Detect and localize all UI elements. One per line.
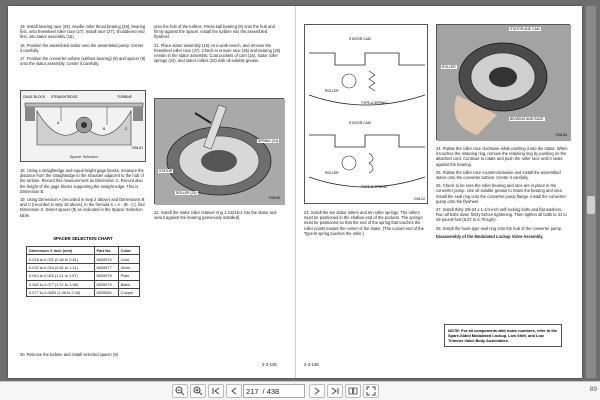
table-header-part: Part No. <box>94 247 118 255</box>
left-column-2 <box>154 24 284 66</box>
step-21-text: 21. Place stator assembly (15) on a work bench, and remove the freewheel roller race (27). Check to ensure race (26) and bearing (26) remain in the stator assembly. Coat pockets of cam (16), stator roller springs (24), and stator rollers (23) with oil-soluble grease. <box>154 42 281 64</box>
fig3-label-type-a: TYPE-A SPRING <box>361 101 388 105</box>
table-row <box>27 280 140 288</box>
right-column-1 <box>304 210 428 239</box>
col2-continuation-text: onto the hub of the turbine. Press ball bearing (8) onto the hub and firmly against the spacer. Install the turbine into the assembled flywheel. <box>154 24 275 40</box>
table-cell: 6839980 <box>94 288 118 296</box>
fig1-label-c: C <box>125 127 128 131</box>
step-22-text: 22. Install the stator roller retainer ring J-24218-2 into the stator and seat it against the bearing (previously installed). <box>154 210 277 221</box>
table-cell: Plain <box>118 272 139 280</box>
fig1-label-a: A <box>57 121 60 125</box>
table-cell: 6839976 <box>94 255 118 263</box>
chevron-left-icon <box>229 386 239 396</box>
fig2-label-stator: STATOR <box>159 169 173 173</box>
step-23-text: 23. Install the ten stator rollers and ten roller springs. The rollers must be positioned in the shallow end of the pockets. The springs must be positioned so that the end of the spring that touches the roller points toward the center of the stator. (The curved end of the Type-B spring touches the roller.) <box>304 210 424 236</box>
zoom-in-icon <box>193 386 203 396</box>
fig3-label-type-b: TYPE-B SPRING <box>361 185 388 189</box>
table-row <box>27 288 140 296</box>
spacer-diagram-icon <box>21 91 147 163</box>
fig1-label-b: B <box>103 127 106 131</box>
table-cell: 0.018 to 0.032 (0.46 to 0.81) <box>27 255 95 263</box>
fig3-label-stator-cam-a: STATOR CAM <box>349 37 371 41</box>
table-cell: 0.077 to 0.0853 (1.96 to 2.45) <box>27 288 95 296</box>
zoom-in-button[interactable] <box>190 384 206 398</box>
chevron-right-icon <box>312 386 322 396</box>
viewer-toolbar <box>0 381 600 400</box>
left-column-1 <box>20 24 146 69</box>
table-cell: 6839978 <box>94 272 118 280</box>
next-page-button[interactable] <box>309 384 325 398</box>
last-page-button[interactable] <box>327 384 343 398</box>
table-cell: 0.044 to 0.062 (1.11 to 1.57) <box>27 272 95 280</box>
table-cell: 6839979 <box>94 280 118 288</box>
spring-diagram-icon <box>305 25 429 205</box>
table-cell: 0.062 to 0.077 (1.57 to 1.96) <box>27 280 95 288</box>
table-cell: Copper <box>118 288 139 296</box>
step-18-text: 18. Using a straightedge and equal height gage blocks, measure the distance from the straightedge to the shoulder adjacent to the hub of the turbine. Record this measurement as Dimension C. Record also the height of the gage blocks supporting the straight edge. This is Dimension B. <box>20 168 144 194</box>
fig3-label-roller-b: ROLLER <box>325 171 339 175</box>
page-spread <box>8 6 582 378</box>
note-box: NOTE: For all components with index numbers, refer to the Spare-Sided Modulated Lockup, Low Shift, and Low Trimmer Valve Body Assemblies. <box>444 324 562 347</box>
stator-photo-figure <box>154 98 284 204</box>
two-page-view-button[interactable] <box>345 384 361 398</box>
total-pages-label: / 438 <box>262 386 280 396</box>
spring-types-figure <box>304 24 428 204</box>
stator-cam-photo-icon <box>437 25 571 141</box>
spacer-chart-title: SPACER SELECTION CHART <box>53 236 113 241</box>
right-column-2 <box>436 146 570 242</box>
stator-photo-icon <box>155 99 285 205</box>
vertical-scrollbar[interactable] <box>586 6 596 378</box>
toolbar-right-number: 89 <box>589 386 597 393</box>
step-17-text: 17. Position the converter turbine (without bearing) (8) and spacer (9) onto the stator assembly. Center it carefully. <box>20 56 146 67</box>
table-header-color: Color <box>118 247 139 255</box>
fig1-label-straightedge: STRAIGHTEDGE <box>51 95 78 99</box>
fig2-label-roller: ROLLER (23) <box>176 191 197 195</box>
table-cell: Black <box>118 280 139 288</box>
first-page-icon <box>211 386 221 396</box>
section-heading: Disassembly of the Modulated Lockup Valve Assembly. <box>436 233 544 239</box>
scrollbar-thumb[interactable] <box>587 196 595 214</box>
table-cell: 6839977 <box>94 263 118 271</box>
table-cell: Gold <box>118 255 139 263</box>
fig4-code: 7004-84 <box>555 133 567 137</box>
table-cell: 0.032 to 0.044 (0.81 to 1.11) <box>27 263 95 271</box>
step-19-text: 19. Install bearing race (26), needle roller thrust bearing (26), bearing first, onto freewheel roller race (27). Install race (27), shouldered end first, into stator assembly (15). <box>20 24 146 40</box>
step-28-text: 28. Install the hook-type seal ring onto the hub of the converter pump. <box>436 225 563 231</box>
page-number-field[interactable] <box>243 384 305 398</box>
left-column-1-bottom <box>20 352 146 360</box>
fig3-code: 7004-02 <box>413 197 425 201</box>
fullscreen-icon <box>366 386 376 396</box>
left-column-2-lower <box>154 210 284 223</box>
step-19b-text: 19. Using Dimension A (recorded in step 2 above) and Dimensions B and C (recorded in step 18 above), in the formula X = A - (B - C), find Dimension X. Select spacer (9) as indicated in the Spacer Selection table. <box>20 197 145 218</box>
fig3-label-roller-a: ROLLER <box>325 89 339 93</box>
right-page-number: 2-3-136 <box>304 362 319 367</box>
left-page <box>8 6 295 378</box>
fig1-code: 7004-81 <box>131 146 143 150</box>
first-page-button[interactable] <box>208 384 224 398</box>
fig1-caption: Spacer Selection <box>69 155 99 159</box>
previous-page-button[interactable] <box>226 384 242 398</box>
fig1-label-gage-block: GAGE BLOCK <box>23 95 46 99</box>
table-row <box>27 263 140 271</box>
spacer-table <box>26 246 140 297</box>
two-page-icon <box>348 386 358 396</box>
zoom-out-icon <box>175 386 185 396</box>
step-24-text: 24. Rotate the roller race clockwise while pushing it into the stator. When it touches the retaining ring, remove the retaining ring by pushing on the attached cord. Continue to rotate and push the roller race until it seats against the bearing. <box>436 146 568 167</box>
last-page-icon <box>330 386 340 396</box>
spacer-selection-figure <box>20 90 146 162</box>
table-row <box>27 255 140 263</box>
table-header-dimension: Dimension X inch (mm) <box>27 247 95 255</box>
fig4-label-roller: ROLLER <box>442 65 456 69</box>
fig3-label-stator-cam-b: STATOR CAM <box>349 121 371 125</box>
step-25-text: 25. Rotate the roller race counterclockwise and install the assembled stator onto the converter turbine. Center it carefully. <box>436 169 561 181</box>
stator-cam-photo-figure <box>436 24 570 140</box>
table-row <box>27 272 140 280</box>
fig4-label-stator-cam: STATOR AND CAM <box>510 27 540 31</box>
step-26-text: 26. Check to be sure the roller bearing and race are in place in the converter pump. Use oil-soluble grease to retain the bearing and race. Install the seal ring onto the converter pump flange. Install the converter pump onto the flywheel. <box>436 183 566 204</box>
left-page-number: 2-3-136 <box>262 362 277 367</box>
step-16-text: 16. Position the assembled stator onto the assembled pump. Center it carefully. <box>20 42 144 53</box>
right-page <box>296 6 583 378</box>
fullscreen-button[interactable] <box>363 384 379 398</box>
fig1-label-turbine: TURBINE <box>117 95 132 99</box>
zoom-out-button[interactable] <box>172 384 188 398</box>
current-page-value[interactable]: 217 <box>246 386 259 396</box>
step-20-text: 20. Remove the turbine and install selected spacer (9) <box>20 352 119 357</box>
table-cell: Silver <box>118 263 139 271</box>
step-27-text: 27. Install thirty 3/8-24 x 1-1/4-inch self-locking bolts and flat washers. Run all bolts down firmly before tightening. Then tighten all bolts to 41 to 49 pound-foot (6.07 to 6.79 kgm). <box>436 207 567 223</box>
fig4-label-bearing: BEARING AND RACE <box>510 117 544 121</box>
fig2-label-spring: SPRING (24) <box>258 139 278 143</box>
fig2-code: 7009-80 <box>268 196 280 200</box>
left-column-1-lower <box>20 168 146 221</box>
